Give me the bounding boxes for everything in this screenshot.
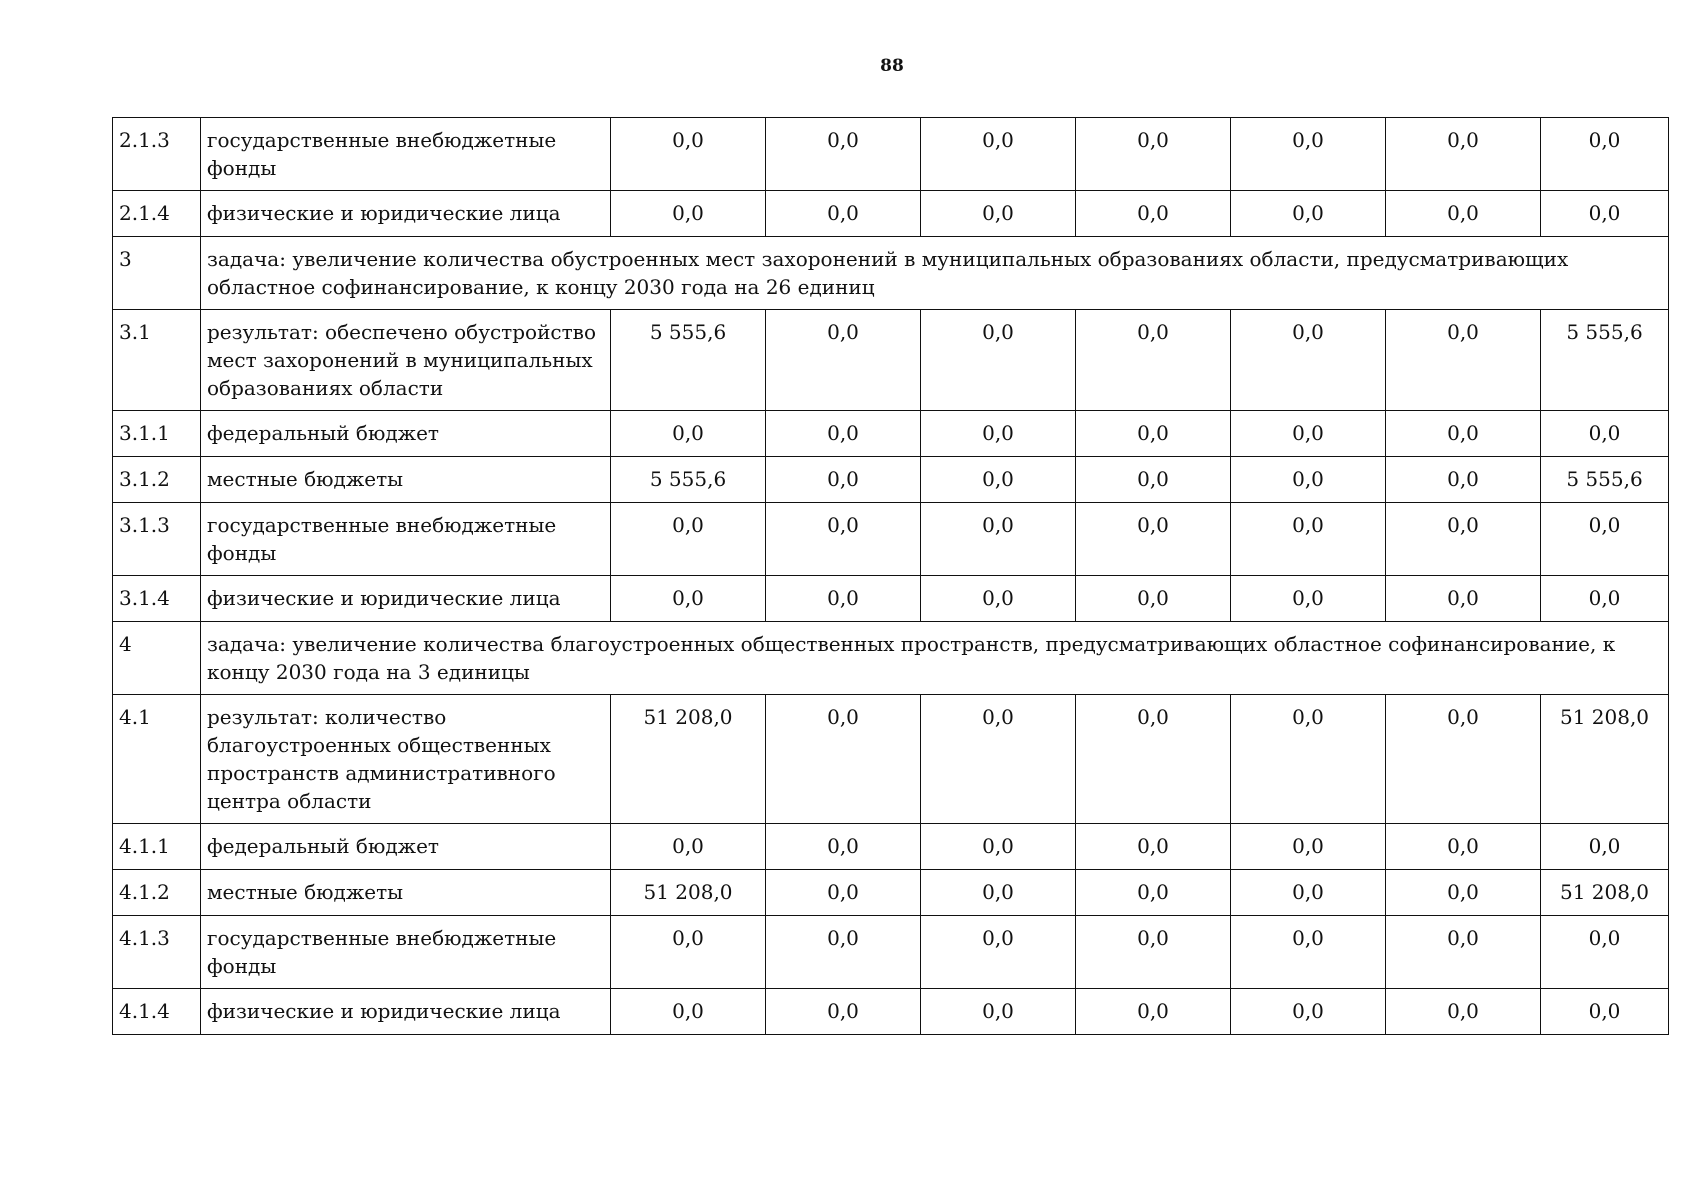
value-cell: 51 208,0: [611, 695, 766, 824]
row-code: 2.1.4: [113, 191, 201, 237]
value-cell: 0,0: [1541, 916, 1669, 989]
value-cell: 0,0: [1231, 503, 1386, 576]
value-cell: 0,0: [611, 989, 766, 1035]
value-cell: 0,0: [611, 191, 766, 237]
value-cell: 0,0: [1076, 916, 1231, 989]
value-cell: 0,0: [1541, 118, 1669, 191]
table-row: [113, 576, 1669, 622]
value-cell: 0,0: [1231, 916, 1386, 989]
value-cell: 0,0: [921, 576, 1076, 622]
value-cell: 0,0: [921, 310, 1076, 411]
value-cell: 0,0: [1231, 824, 1386, 870]
row-description: государственные внебюджетные фонды: [201, 118, 611, 191]
row-description: физические и юридические лица: [201, 191, 611, 237]
value-cell: 0,0: [1386, 916, 1541, 989]
value-cell: 0,0: [1231, 457, 1386, 503]
value-cell: 0,0: [921, 118, 1076, 191]
value-cell: 0,0: [921, 870, 1076, 916]
value-cell: 0,0: [611, 118, 766, 191]
value-cell: 0,0: [1541, 191, 1669, 237]
value-cell: 0,0: [766, 503, 921, 576]
value-cell: 0,0: [1386, 457, 1541, 503]
value-cell: 0,0: [1386, 824, 1541, 870]
value-cell: 0,0: [1231, 695, 1386, 824]
table-row: [113, 695, 1669, 824]
task-row: [113, 237, 1669, 310]
value-cell: 0,0: [1076, 118, 1231, 191]
value-cell: 0,0: [766, 989, 921, 1035]
value-cell: 0,0: [1231, 191, 1386, 237]
row-code: 3.1.1: [113, 411, 201, 457]
value-cell: 0,0: [611, 576, 766, 622]
value-cell: 0,0: [611, 503, 766, 576]
value-cell: 5 555,6: [611, 457, 766, 503]
value-cell: 0,0: [1076, 457, 1231, 503]
value-cell: 0,0: [1386, 310, 1541, 411]
row-code: 4.1: [113, 695, 201, 824]
value-cell: 0,0: [766, 118, 921, 191]
table-row: [113, 118, 1669, 191]
row-description: государственные внебюджетные фонды: [201, 916, 611, 989]
value-cell: 0,0: [1076, 411, 1231, 457]
value-cell: 0,0: [766, 457, 921, 503]
value-cell: 0,0: [921, 457, 1076, 503]
table-row: [113, 191, 1669, 237]
value-cell: 0,0: [1076, 695, 1231, 824]
row-description: физические и юридические лица: [201, 989, 611, 1035]
table-row: [113, 870, 1669, 916]
value-cell: 0,0: [1076, 503, 1231, 576]
task-description: задача: увеличение количества благоустроенных общественных пространств, предусматривающих областное софинансирование, к концу 2030 года на 3 единицы: [201, 622, 1669, 695]
table-row: [113, 457, 1669, 503]
row-code: 3: [113, 237, 201, 310]
row-code: 4.1.3: [113, 916, 201, 989]
row-description: местные бюджеты: [201, 457, 611, 503]
value-cell: 0,0: [766, 824, 921, 870]
value-cell: 0,0: [1231, 576, 1386, 622]
value-cell: 0,0: [1076, 191, 1231, 237]
row-description: федеральный бюджет: [201, 411, 611, 457]
value-cell: 0,0: [1231, 118, 1386, 191]
value-cell: 0,0: [766, 191, 921, 237]
value-cell: 0,0: [1386, 989, 1541, 1035]
row-code: 3.1.2: [113, 457, 201, 503]
value-cell: 0,0: [1541, 576, 1669, 622]
value-cell: 0,0: [1076, 310, 1231, 411]
table-row: [113, 916, 1669, 989]
value-cell: 0,0: [766, 411, 921, 457]
value-cell: 0,0: [1076, 824, 1231, 870]
task-row: [113, 622, 1669, 695]
value-cell: 5 555,6: [611, 310, 766, 411]
value-cell: 0,0: [611, 824, 766, 870]
value-cell: 0,0: [921, 989, 1076, 1035]
value-cell: 0,0: [1386, 503, 1541, 576]
value-cell: 5 555,6: [1541, 457, 1669, 503]
value-cell: 0,0: [611, 411, 766, 457]
table-row: [113, 411, 1669, 457]
row-code: 3.1: [113, 310, 201, 411]
value-cell: 0,0: [1231, 989, 1386, 1035]
row-code: 2.1.3: [113, 118, 201, 191]
value-cell: 0,0: [1541, 503, 1669, 576]
value-cell: 0,0: [1386, 118, 1541, 191]
value-cell: 0,0: [1076, 989, 1231, 1035]
row-code: 3.1.3: [113, 503, 201, 576]
value-cell: 0,0: [1231, 310, 1386, 411]
value-cell: 0,0: [1386, 411, 1541, 457]
value-cell: 0,0: [1231, 870, 1386, 916]
value-cell: 0,0: [921, 411, 1076, 457]
value-cell: 0,0: [1386, 695, 1541, 824]
value-cell: 0,0: [1386, 870, 1541, 916]
row-code: 4: [113, 622, 201, 695]
table-row: [113, 503, 1669, 576]
row-description: физические и юридические лица: [201, 576, 611, 622]
value-cell: 0,0: [921, 824, 1076, 870]
row-code: 4.1.1: [113, 824, 201, 870]
value-cell: 0,0: [1541, 989, 1669, 1035]
value-cell: 0,0: [1386, 191, 1541, 237]
value-cell: 0,0: [1076, 576, 1231, 622]
table-row: [113, 310, 1669, 411]
value-cell: 0,0: [766, 310, 921, 411]
value-cell: 0,0: [1231, 411, 1386, 457]
value-cell: 5 555,6: [1541, 310, 1669, 411]
row-description: результат: обеспечено обустройство мест захоронений в муниципальных образованиях области: [201, 310, 611, 411]
value-cell: 0,0: [921, 191, 1076, 237]
value-cell: 0,0: [1541, 411, 1669, 457]
row-description: федеральный бюджет: [201, 824, 611, 870]
row-description: местные бюджеты: [201, 870, 611, 916]
value-cell: 0,0: [921, 916, 1076, 989]
table-row: [113, 824, 1669, 870]
value-cell: 0,0: [766, 576, 921, 622]
value-cell: 51 208,0: [1541, 695, 1669, 824]
value-cell: 0,0: [611, 916, 766, 989]
table-row: [113, 989, 1669, 1035]
value-cell: 0,0: [1076, 870, 1231, 916]
budget-table: [112, 117, 1669, 1035]
value-cell: 0,0: [766, 916, 921, 989]
row-code: 4.1.4: [113, 989, 201, 1035]
value-cell: 51 208,0: [611, 870, 766, 916]
value-cell: 0,0: [921, 695, 1076, 824]
value-cell: 0,0: [921, 503, 1076, 576]
value-cell: 0,0: [766, 695, 921, 824]
page-number: 88: [880, 56, 904, 76]
table-body: [113, 118, 1669, 1035]
value-cell: 51 208,0: [1541, 870, 1669, 916]
value-cell: 0,0: [1386, 576, 1541, 622]
row-description: результат: количество благоустроенных общественных пространств административного центра области: [201, 695, 611, 824]
row-description: государственные внебюджетные фонды: [201, 503, 611, 576]
value-cell: 0,0: [766, 870, 921, 916]
task-description: задача: увеличение количества обустроенных мест захоронений в муниципальных образованиях области, предусматривающих областное софинансирование, к концу 2030 года на 26 единиц: [201, 237, 1669, 310]
row-code: 4.1.2: [113, 870, 201, 916]
row-code: 3.1.4: [113, 576, 201, 622]
value-cell: 0,0: [1541, 824, 1669, 870]
